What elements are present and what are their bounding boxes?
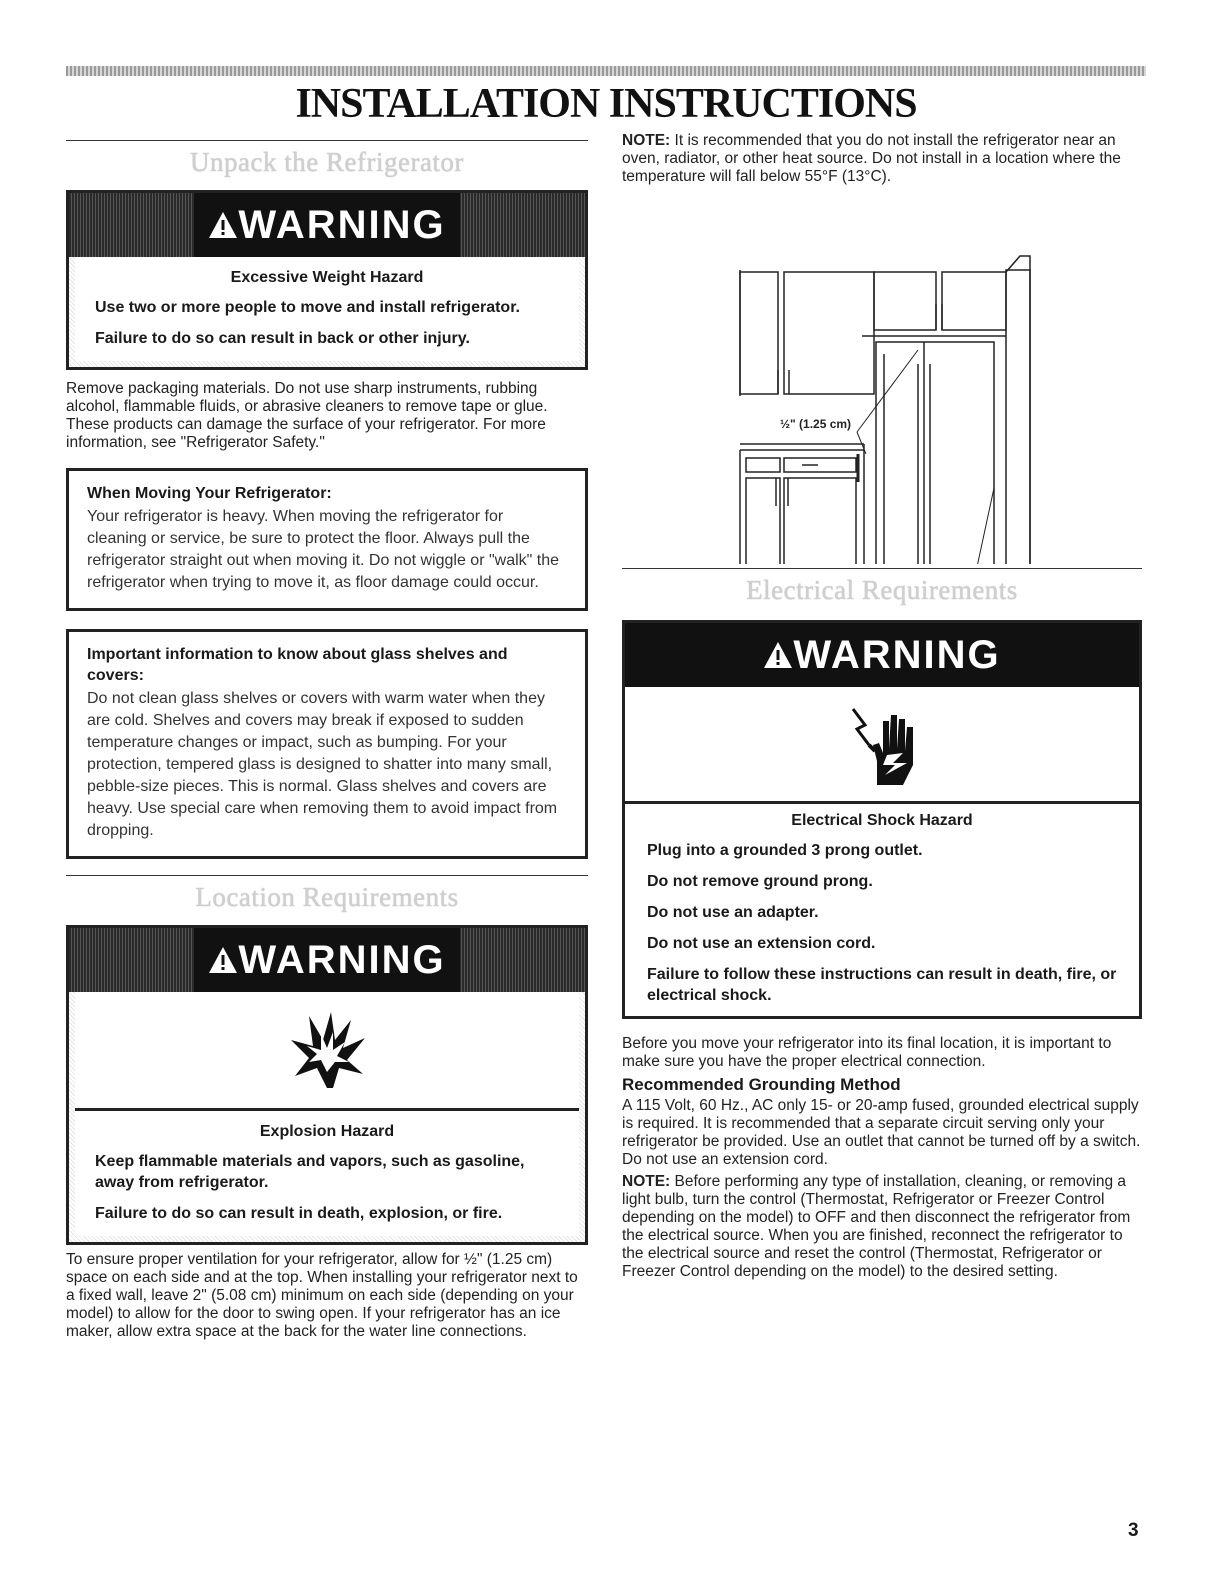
grounding-heading: Recommended Grounding Method [622,1075,901,1094]
note-label: NOTE: [622,132,671,149]
section-title-electrical: Electrical Requirements [746,575,1018,605]
section-rule [622,568,1142,569]
warning-header [625,623,1139,687]
clearance-diagram [622,194,1142,564]
glass-heading: Important information to know about glass shelves and covers: [87,646,508,684]
moving-text: Your refrigerator is heavy. When moving the refrigerator for cleaning or service, be sure to protect the floor. Always pull the refrigerator straight out when moving it. Do not wiggle or "walk" the refrigerator when trying to move it, as floor damage could occur. [87,508,560,591]
warning-body [75,257,579,361]
warning-label: WARNING [238,203,446,247]
page-title: INSTALLATION INSTRUCTIONS [295,81,917,127]
electrical-note [622,1173,1142,1281]
glass-text: Do not clean glass shelves or covers with warm water when they are cold. Shelves and covers may break if exposed to sudden temperature changes or impact, such as bumping. For your protection, tempered glass is designed to shatter into many small, pebble-size pieces. This is normal. Glass shelves and covers are heavy. Use special care when removing them to avoid impact from dropping. [87,690,558,839]
right-column [622,132,1142,1281]
electrical-shock-plug-hand-icon [847,699,917,789]
electrical-intro: Before you move your refrigerator into its final location, it is important to make sure you have the proper electrical connection. [622,1035,1112,1070]
heat-source-note [622,132,1142,186]
warning-label: WARNING [238,938,446,982]
shock-icon-cell [625,687,1139,804]
note-text: Before performing any type of installation, cleaning, or removing a light bulb, turn the control (Thermostat, Refrigerator or Freezer Control depending on the model) to OFF and then disconnect the refrigerator from the electrical source. When you are finished, reconnect the refrigerator to the electrical source and reset the control (Thermostat, Refrigerator or Freezer Control depending on the model) to the desired setting. [622,1173,1131,1280]
warning-header [69,928,585,992]
moving-info-box [66,468,588,611]
warning-line: Failure to follow these instructions can result in death, fire, or electrical shock. [647,966,1117,1004]
grounding-text: A 115 Volt, 60 Hz., AC only 15- or 20-amp fused, grounded electrical supply is required. It is recommended that a separate circuit serving only your refrigerator be provided. Use an outlet that cannot be turned off by a switch. Do not use an extension cord. [622,1097,1141,1168]
page-number: 3 [1128,1520,1139,1541]
hazard-title: Excessive Weight Hazard [230,269,424,286]
warning-line: Do not use an adapter. [647,904,819,921]
warning-body [75,1111,579,1236]
warning-box-electrical [622,620,1142,1019]
explosion-icon [287,1010,367,1090]
warning-line: Do not use an extension cord. [647,935,876,952]
warning-line: Do not remove ground prong. [647,873,873,890]
warning-triangle-icon [208,946,238,974]
warning-body [625,804,1139,1016]
unpack-paragraph: Remove packaging materials. Do not use sharp instruments, rubbing alcohol, flammable fluids, or abrasive cleaners to remove tape or glue. These products can damage the surface of your refrigerator. For more information, see "Refrigerator Safety." [66,380,548,451]
location-paragraph: To ensure proper ventilation for your refrigerator, allow for ½" (1.25 cm) space on each side and at the top. When installing your refrigerator next to a fixed wall, leave 2" (5.08 cm) minimum on each side (depending on your model) to allow for the door to swing open. If your refrigerator has an ice maker, allow extra space at the back for the water line connections. [66,1251,578,1340]
hazard-title: Electrical Shock Hazard [791,812,973,829]
warning-line: Failure to do so can result in back or other injury. [95,330,470,347]
warning-line: Use two or more people to move and install refrigerator. [95,299,520,316]
warning-line: Plug into a grounded 3 prong outlet. [647,842,923,859]
glass-info-box [66,629,588,859]
warning-label: WARNING [793,633,1001,677]
section-rule [66,140,588,141]
top-decorative-bar [66,66,1146,76]
left-column [66,140,588,1341]
section-title-location: Location Requirements [195,882,459,912]
warning-line: Keep flammable materials and vapors, such as gasoline, away from refrigerator. [95,1153,525,1191]
section-rule [66,875,588,876]
warning-triangle-icon [208,211,238,239]
diagram-label-top: ½" (1.25 cm) [780,417,852,431]
explosion-icon-cell [75,992,579,1111]
moving-heading: When Moving Your Refrigerator: [87,485,332,502]
warning-box-explosion [66,925,588,1245]
note-text: It is recommended that you do not install the refrigerator near an oven, radiator, or other heat source. Do not install in a location where the temperature will fall below 55°F (13°C). [622,132,1121,185]
warning-triangle-icon [763,641,793,669]
warning-header [69,193,585,257]
warning-box-weight [66,190,588,370]
hazard-title: Explosion Hazard [259,1123,395,1140]
section-title-unpack: Unpack the Refrigerator [190,147,464,177]
note-label: NOTE: [622,1173,671,1190]
warning-line: Failure to do so can result in death, explosion, or fire. [95,1205,503,1222]
